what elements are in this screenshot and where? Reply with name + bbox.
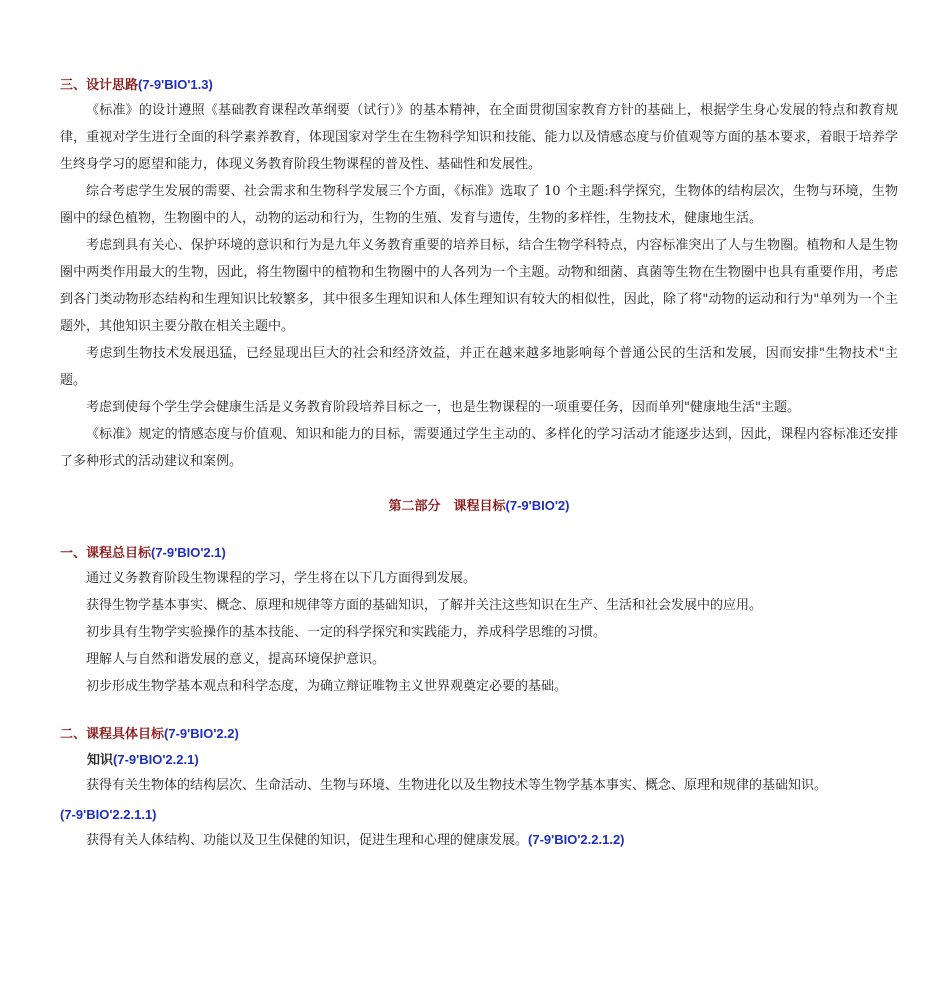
knowledge-line-1 xyxy=(60,772,898,799)
goal-line: 初步形成生物学基本观点和科学态度，为确立辩证唯物主义世界观奠定必要的基础。 xyxy=(86,679,568,694)
goal1-heading xyxy=(60,543,898,564)
knowledge-text: 获得有关生物体的结构层次、生命活动、生物与环境、生物进化以及生物技术等生物学基本事实、概念、原理和规律的基础知识。 xyxy=(86,778,828,793)
section3-heading xyxy=(60,75,898,96)
knowledge-line-2 xyxy=(60,826,898,854)
section3-title: 三、设计思路 xyxy=(60,78,139,93)
knowledge-heading xyxy=(60,750,898,771)
paragraph: 《标准》规定的情感态度与价值观、知识和能力的目标，需要通过学生主动的、多样化的学习活动才能逐步达到，因此，课程内容标准还安排了多种形式的活动建议和案例。 xyxy=(60,427,898,469)
section3-code: (7-9'BIO'1.3) xyxy=(138,77,213,92)
knowledge-code-line xyxy=(60,805,898,826)
paragraph: 考虑到使每个学生学会健康生活是义务教育阶段培养目标之一，也是生物课程的一项重要任务，因而单列"健康地生活"主题。 xyxy=(86,400,800,415)
paragraph: 考虑到生物技术发展迅猛，已经显现出巨大的社会和经济效益，并正在越来越多地影响每个普通公民的生活和发展，因而安排"生物技术"主题。 xyxy=(60,346,898,388)
paragraph: 综合考虑学生发展的需要、社会需求和生物科学发展三个方面，《标准》选取了 10 个主题:科学探究，生物体的结构层次，生物与环境，生物圈中的绿色植物，生物圈中的人，动物的运动和行为，生物的生殖、发育与遗传，生物的多样性，生物技术，健康地生活。 xyxy=(60,184,898,226)
knowledge-label: 知识 xyxy=(87,753,114,768)
goal1-code: (7-9'BIO'2.1) xyxy=(151,545,226,560)
goal-line: 初步具有生物学实验操作的基本技能、一定的科学探究和实践能力，养成科学思维的习惯。 xyxy=(86,625,607,640)
knowledge-code: (7-9'BIO'2.2.1) xyxy=(113,752,199,767)
goal-line: 通过义务教育阶段生物课程的学习，学生将在以下几方面得到发展。 xyxy=(86,571,477,586)
goal1-title: 一、课程总目标 xyxy=(60,546,152,561)
knowledge-line1-code: (7-9'BIO'2.2.1.1) xyxy=(60,807,157,822)
paragraph: 考虑到具有关心、保护环境的意识和行为是九年义务教育重要的培养目标，结合生物学科特点，内容标准突出了人与生物圈。植物和人是生物圈中两类作用最大的生物，因此，将生物圈中的植物和生物圈中的人各列为一个主题。动物和细菌、真菌等生物在生物圈中也具有重要作用，考虑到各门类动物形态结构和生理知识比较繁多，其中很多生理知识和人体生理知识有较大的相似性，因此，除了将"动物的运动和行为"单列为一个主题外，其他知识主要分散在相关主题中。 xyxy=(60,238,898,334)
goal1-body xyxy=(60,565,898,700)
knowledge-line2-code: (7-9'BIO'2.2.1.2) xyxy=(528,832,625,847)
knowledge-text: 获得有关人体结构、功能以及卫生保健的知识，促进生理和心理的健康发展。 xyxy=(86,833,529,848)
goal2-heading xyxy=(60,724,898,745)
part2-title: 第二部分 课程目标 xyxy=(388,499,506,514)
paragraph: 《标准》的设计遵照《基础教育课程改革纲要（试行）》的基本精神，在全面贯彻国家教育方针的基础上，根据学生身心发展的特点和教育规律，重视对学生进行全面的科学素养教育，体现国家对学生在生物科学知识和技能、能力以及情感态度与价值观等方面的基本要求，着眼于培养学生终身学习的愿望和能力，体现义务教育阶段生物课程的普及性、基础性和发展性。 xyxy=(60,103,898,172)
goal2-title: 二、课程具体目标 xyxy=(60,727,165,742)
part2-heading xyxy=(60,496,898,517)
goal-line: 理解人与自然和谐发展的意义，提高环境保护意识。 xyxy=(86,652,386,667)
goal2-code: (7-9'BIO'2.2) xyxy=(164,726,239,741)
section3-body xyxy=(60,97,898,475)
part2-code: (7-9'BIO'2) xyxy=(505,498,570,513)
goal-line: 获得生物学基本事实、概念、原理和规律等方面的基础知识，了解并关注这些知识在生产、生活和社会发展中的应用。 xyxy=(86,598,763,613)
